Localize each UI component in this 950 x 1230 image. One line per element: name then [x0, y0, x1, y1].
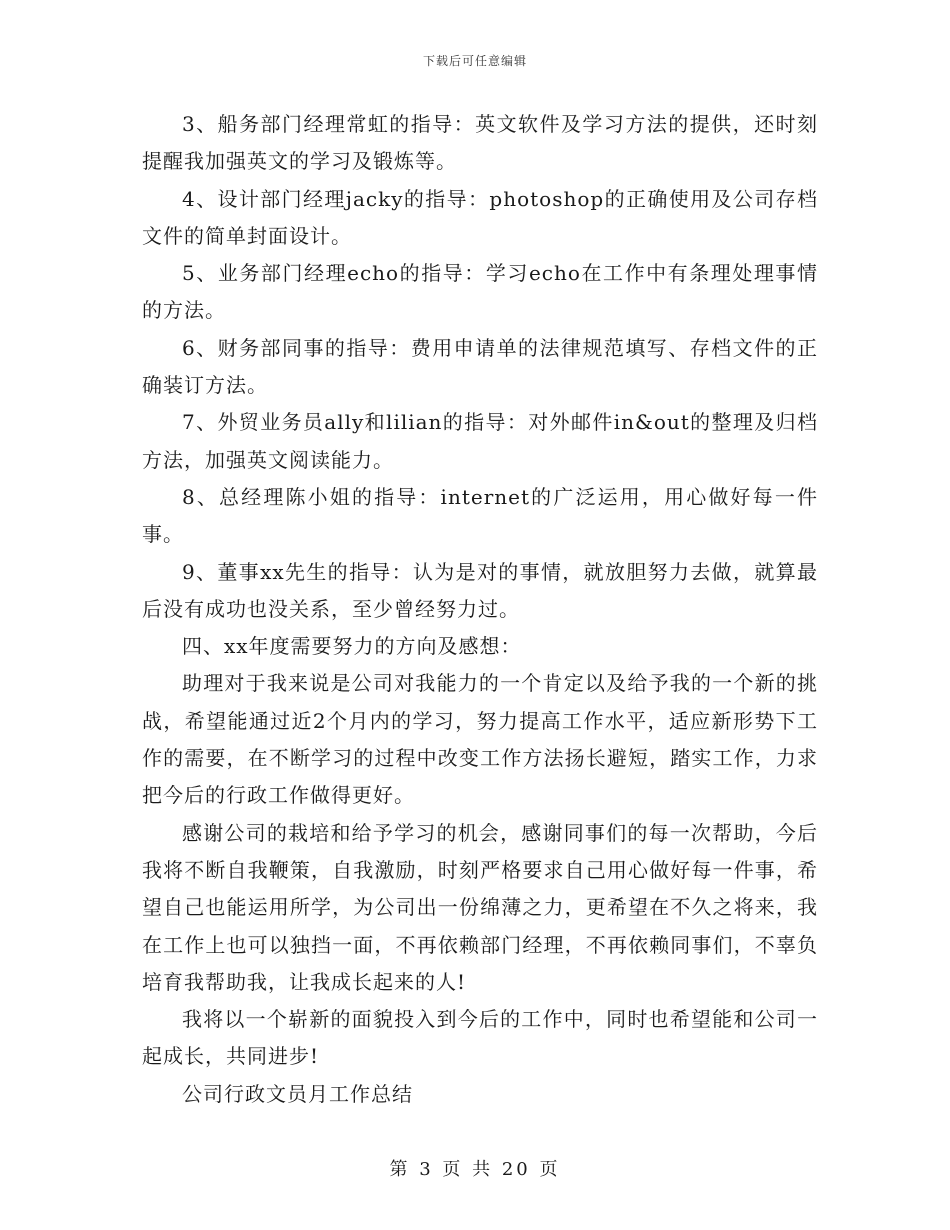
paragraph-guidance-3: 3、船务部门经理常虹的指导：英文软件及学习方法的提供，还时刻提醒我加强英文的学习及锻炼等。	[142, 112, 818, 174]
paragraph-reflection: 助理对于我来说是公司对我能力的一个肯定以及给予我的一个新的挑战，希望能通过近2个月内的学习，努力提高工作水平，适应新形势下工作的需要，在不断学习的过程中改变工作方法扬长避短，踏实工作，力求把今后的行政工作做得更好。	[142, 671, 818, 808]
page-number: 第 3 页 共 20 页	[389, 1159, 561, 1180]
paragraph-closing: 我将以一个崭新的面貌投入到今后的工作中，同时也希望能和公司一起成长，共同进步!	[142, 1007, 818, 1069]
paragraph-guidance-8: 8、总经理陈小姐的指导：internet的广泛运用，用心做好每一件事。	[142, 484, 818, 547]
paragraph-guidance-9: 9、董事xx先生的指导：认为是对的事情，就放胆努力去做，就算最后没有成功也没关系，至少曾经努力过。	[142, 559, 818, 621]
section-heading: 四、xx年度需要努力的方向及感想：	[182, 634, 522, 659]
document-body	[142, 106, 818, 1113]
paragraph-guidance-4: 4、设计部门经理jacky的指导：photoshop的正确使用及公司存档文件的简单封面设计。	[142, 186, 818, 248]
paragraph-guidance-6: 6、财务部同事的指导：费用申请单的法律规范填写、存档文件的正确装订方法。	[142, 335, 818, 398]
next-document-title: 公司行政文员月工作总结	[182, 1081, 413, 1106]
page-header: 下载后可任意编辑	[422, 54, 527, 68]
paragraph-guidance-7: 7、外贸业务员ally和lilian的指导：对外邮件in&out的整理及归档方法，加强英文阅读能力。	[142, 410, 818, 472]
paragraph-guidance-5: 5、业务部门经理echo的指导：学习echo在工作中有条理处理事情的方法。	[142, 261, 818, 323]
paragraph-thanks: 感谢公司的栽培和给予学习的机会，感谢同事们的每一次帮助，今后我将不断自我鞭策，自我激励，时刻严格要求自己用心做好每一件事，希望自己也能运用所学，为公司出一份绵薄之力，更希望在不久之将来，我在工作上也可以独挡一面，不再依赖部门经理，不再依赖同事们，不辜负培育我帮助我，让我成长起来的人!	[142, 820, 818, 994]
